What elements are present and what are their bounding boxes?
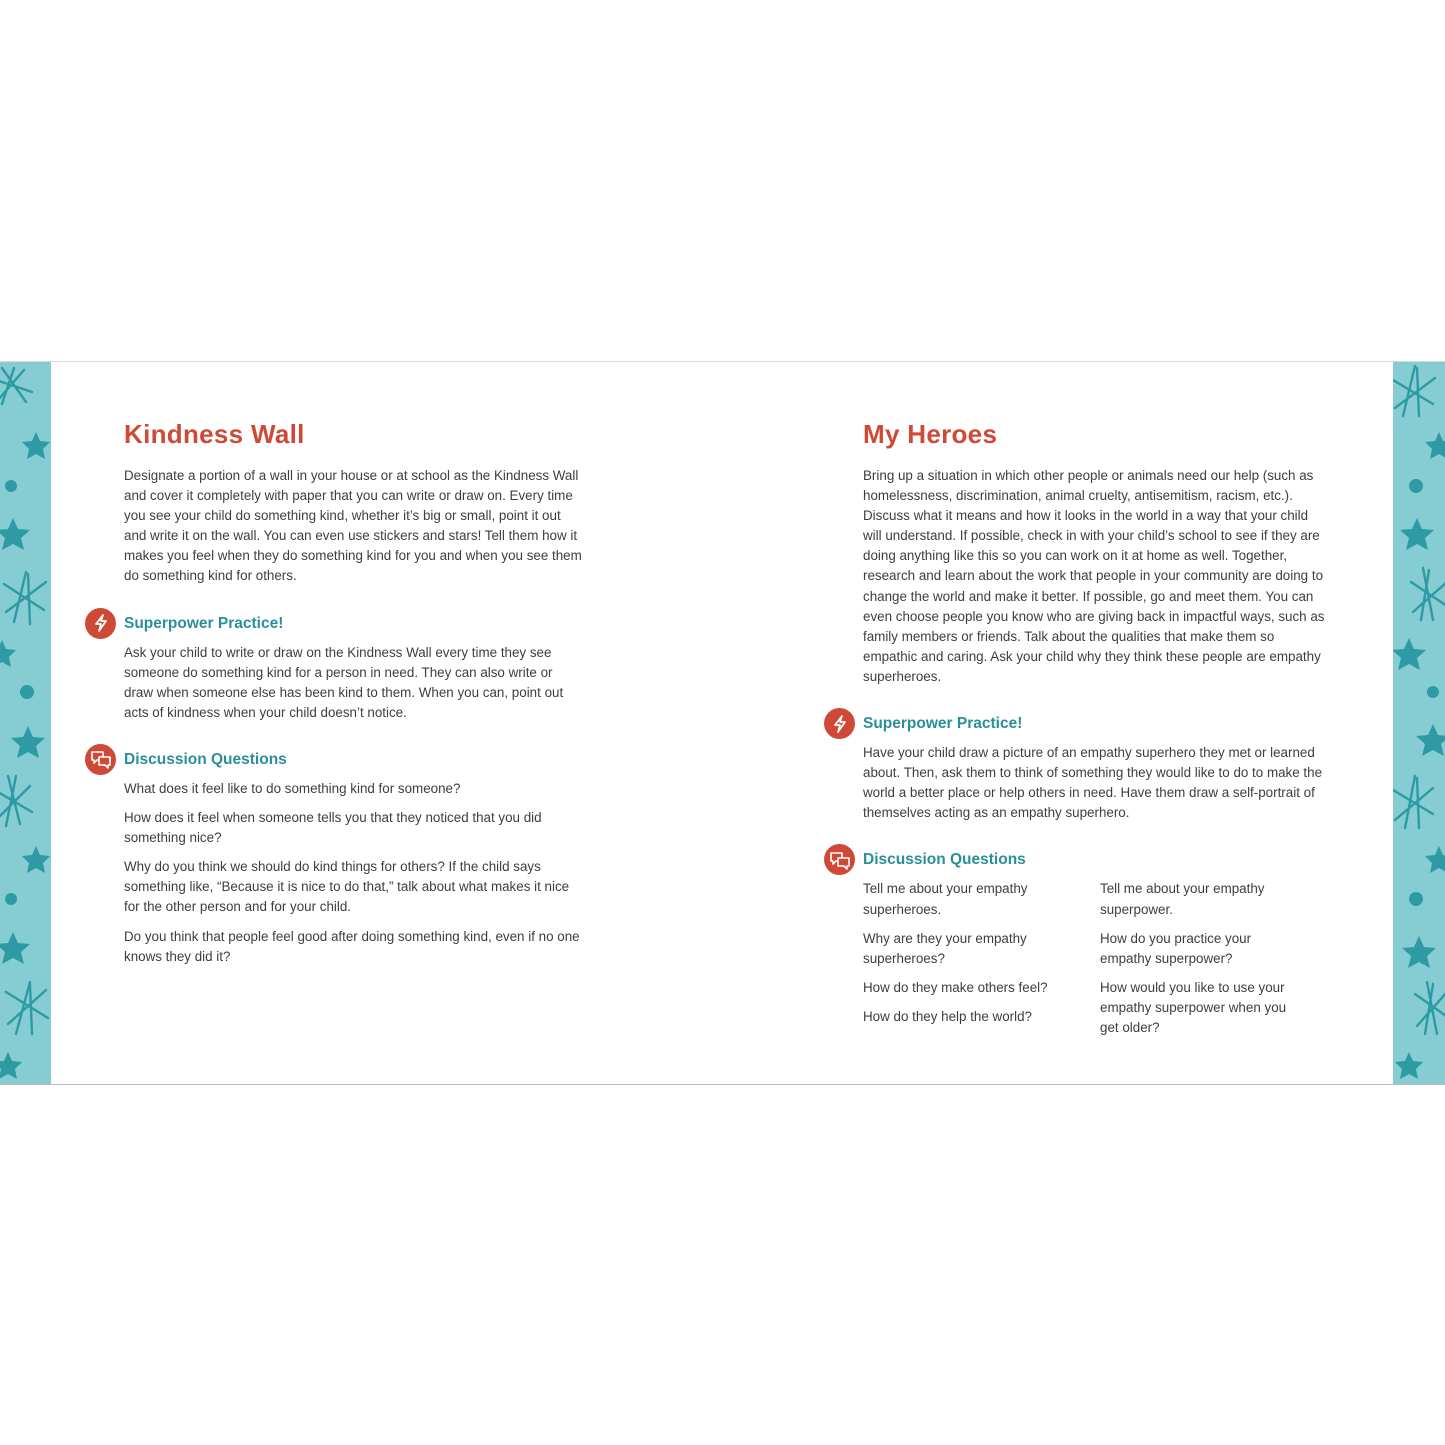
star-icon <box>1400 518 1434 550</box>
left-practice-heading <box>124 611 584 639</box>
star-icon <box>1402 936 1436 968</box>
starburst-icon <box>4 572 46 624</box>
list-item: Tell me about your empathy superpower. <box>1100 881 1265 917</box>
book-spread <box>0 361 1445 1085</box>
star-icon <box>0 932 30 964</box>
star-icon <box>1425 432 1445 459</box>
speech-bubbles-icon <box>85 744 116 775</box>
right-discussion-heading <box>863 847 1325 875</box>
kindness-wall-intro: Designate a portion of a wall in your house or at school as the Kindness Wall and cover it completely with paper that you can write or draw on. Every time you see your child do something kind, whether it’s big or small, point it out and write it on the wall. You can even use stickers and stars! Tell them how it makes you feel when they do something kind for you and when you see them do something kind for others. <box>124 468 582 584</box>
dot-icon <box>20 685 34 699</box>
left-page-content <box>124 418 584 976</box>
list-item: How do they make others feel? <box>863 979 1048 995</box>
left-border-pattern <box>0 362 51 1084</box>
starburst-icon <box>1415 982 1445 1034</box>
star-icon <box>22 432 50 459</box>
right-practice-text: Have your child draw a picture of an empathy superhero they met or learned about. Then, ask them to think of something they would like to do to make the world a better place or help others in need. Have them draw a self-portrait of themselves acting as an empathy superhero. <box>863 745 1323 821</box>
list-item: How would you like to use your empathy superpower when you get older? <box>1100 979 1287 1035</box>
starburst-icon <box>0 368 32 404</box>
starburst-icon <box>1411 568 1445 620</box>
star-icon <box>1395 1052 1423 1079</box>
starburst-icon <box>0 776 32 826</box>
list-item: How does it feel when someone tells you that they noticed that you did something nice? <box>124 810 542 846</box>
star-icon <box>1425 846 1445 873</box>
lightning-bolt-icon <box>85 608 116 639</box>
right-border-pattern <box>1393 362 1445 1084</box>
right-decorative-border <box>1393 362 1445 1084</box>
right-practice-label: Superpower Practice! <box>863 715 1023 733</box>
dot-icon <box>1427 686 1439 698</box>
list-item: Why do you think we should do kind things for others? If the child says something like, “Because it is nice to do that,” talk about what makes it nice for the other person and for your child. <box>124 859 570 915</box>
right-page-content <box>863 418 1325 1047</box>
my-heroes-title: My Heroes <box>863 419 998 449</box>
right-discussion-label: Discussion Questions <box>863 851 1026 869</box>
questions-column-1 <box>863 879 1058 1047</box>
list-item: Do you think that people feel good after doing something kind, even if no one knows they did it? <box>124 928 580 964</box>
left-questions-list <box>124 779 584 967</box>
dot-icon <box>5 893 17 905</box>
star-icon <box>1416 724 1445 756</box>
left-practice-text: Ask your child to write or draw on the Kindness Wall every time they see someone do something kind for a person in need. They can also write or draw when someone else has been kind to them. When you can, point out acts of kindness when your child doesn’t notice. <box>124 644 564 720</box>
starburst-icon <box>1393 776 1433 828</box>
speech-bubbles-icon <box>824 844 855 875</box>
kindness-wall-title: Kindness Wall <box>124 419 305 449</box>
star-icon <box>0 518 30 550</box>
lightning-bolt-icon <box>824 708 855 739</box>
my-heroes-intro: Bring up a situation in which other people or animals need our help (such as homelessness, discrimination, animal cruelty, antisemitism, racism, etc.). Discuss what it means and how it looks in the world in a way that your child will understand. If possible, check in with your child’s school to see if they are doing anything like this so you can work on it at home as well. Together, research and learn about the work that people in your community are doing to change the world and make it better. If possible, go and meet them. You can even choose people you know who are giving back in impactful ways, such as family members or friends. Talk about the qualities that make them so empathic and caring. Ask your child why they think these people are empathy superheroes. <box>863 468 1325 684</box>
left-discussion-heading <box>124 747 584 775</box>
star-icon <box>11 726 45 758</box>
list-item: How do you practice your empathy superpower? <box>1100 930 1252 966</box>
starburst-icon <box>1393 366 1435 416</box>
dot-icon <box>1409 479 1423 493</box>
list-item: What does it feel like to do something kind for someone? <box>124 780 461 796</box>
right-practice-heading <box>863 711 1325 739</box>
list-item: How do they help the world? <box>863 1008 1032 1024</box>
star-icon <box>0 1052 22 1079</box>
questions-column-2 <box>1100 879 1295 1047</box>
right-questions-grid <box>863 879 1325 1047</box>
starburst-icon <box>6 982 48 1034</box>
left-practice-label: Superpower Practice! <box>124 614 284 632</box>
star-icon <box>1393 638 1426 670</box>
star-icon <box>0 640 16 667</box>
left-discussion-label: Discussion Questions <box>124 750 287 768</box>
star-icon <box>22 846 50 873</box>
dot-icon <box>5 480 17 492</box>
list-item: Why are they your empathy superheroes? <box>863 930 1027 966</box>
list-item: Tell me about your empathy superheroes. <box>863 881 1028 917</box>
left-decorative-border <box>0 362 51 1084</box>
dot-icon <box>1409 892 1423 906</box>
